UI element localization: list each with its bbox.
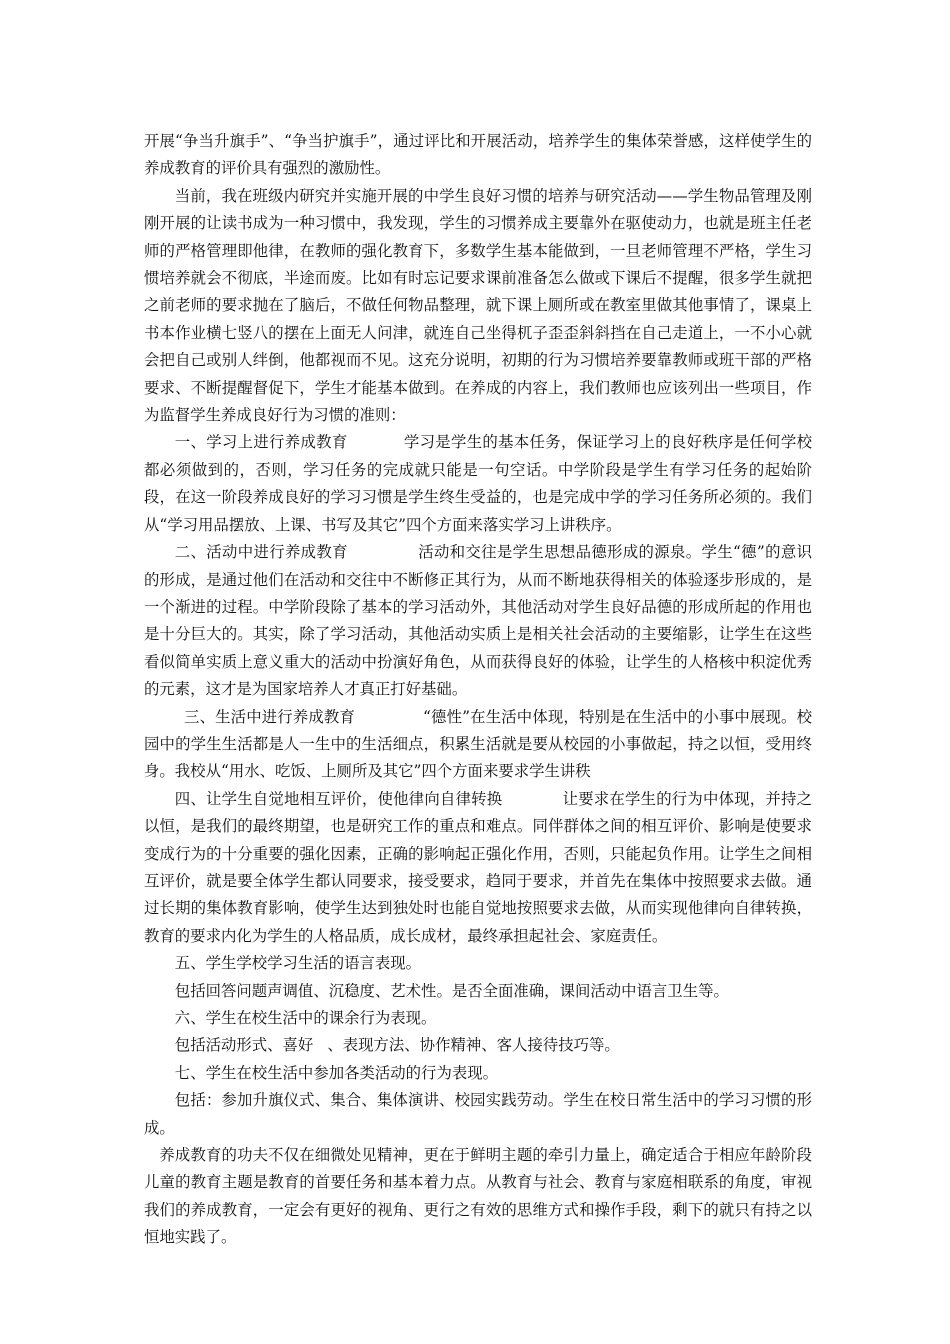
section-1-heading: 一、学习上进行养成教育	[174, 433, 348, 452]
section-1-body: 学习是学生的基本任务，保证学习上的良好秩序是任何学校都必须做到的，否则，学习任务的完成就只能是一句空话。中学阶段是学生有学习任务的起始阶段，在这一阶段养成良好的学习习惯是学生终生受益的，也是完成中学的学习任务所必须的。我们从“学习用品摆放、上课、书写及其它”四个方面来落实学习上讲秩序。	[144, 433, 812, 534]
section-3-body: “德性”在生活中体现，特别是在生活中的小事中展现。校园中的学生生活都是人一生中的生活细点，积累生活就是要从校园的小事做起，持之以恒，受用终身。我校从“用水、吃饭、上厕所及其它”四个方面来要求学生讲秩	[144, 707, 812, 781]
section-2	[144, 539, 812, 703]
section-6-body-part-a: 包括活动形式、喜好	[174, 1036, 314, 1055]
section-3-heading: 三、生活中进行养成教育	[184, 707, 356, 726]
section-3	[144, 704, 812, 786]
section-7-body: 包括：参加升旗仪式、集合、集体演讲、校园实践劳动。学生在校日常生活中的学习习惯的形成。	[144, 1091, 812, 1137]
document-body	[144, 128, 812, 1252]
section-4	[144, 786, 812, 950]
section-6-body	[144, 1032, 812, 1059]
section-7-heading: 七、学生在校生活中参加各类活动的行为表现。	[174, 1063, 499, 1082]
section-5-heading: 五、学生学校学习生活的语言表现。	[174, 954, 422, 973]
section-4-body: 让要求在学生的行为中体现，并持之以恒，是我们的最终期望，也是研究工作的重点和难点。同伴群体之间的相互评价、影响是使要求变成行为的十分重要的强化因素，正确的影响起正强化作用，否则，只能起负作用。让学生之间相互评价，就是要全体学生都认同要求，接受要求，趋同于要求，并首先在集体中按照要求去做。通过长期的集体教育影响，使学生达到独处时也能自觉地按照要求去做，从而实现他律向自律转换，教育的要求内化为学生的人格品质，成长成材，最终承担起社会、家庭责任。	[144, 789, 812, 945]
paragraph-intro: 开展“争当升旗手”、“争当护旗手”，通过评比和开展活动，培养学生的集体荣誉感，这样使学生的养成教育的评价具有强烈的激励性。	[144, 132, 812, 178]
section-2-heading: 二、活动中进行养成教育	[174, 543, 348, 562]
section-6-body-part-b: 、表现方法、协作精神、客人接待技巧等。	[327, 1036, 620, 1055]
section-5-body: 包括回答问题声调值、沉稳度、艺术性。是否全面准确，课间活动中语言卫生等。	[174, 981, 729, 1000]
section-2-body: 活动和交往是学生思想品德形成的源泉。学生“德”的意识的形成，是通过他们在活动和交往中不断修正其行为，从而不断地获得相关的体验逐步形成的，是一个渐进的过程。中学阶段除了基本的学习活动外，其他活动对学生良好品德的形成所起的作用也是十分巨大的。其实，除了学习活动，其他活动实质上是相关社会活动的主要缩影，让学生在这些看似简单实质上意义重大的活动中扮演好角色，从而获得良好的体验，让学生的人格核中积淀优秀的元素，这才是为国家培养人才真正打好基础。	[144, 543, 812, 699]
section-6-heading: 六、学生在校生活中的课余行为表现。	[174, 1009, 437, 1027]
section-4-heading: 四、让学生自觉地相互评价，使他律向自律转换	[174, 789, 503, 808]
paragraph-current-practice: 当前，我在班级内研究并实施开展的中学生良好习惯的培养与研究活动——学生物品管理及刚刚开展的让读书成为一种习惯中，我发现，学生的习惯养成主要靠外在驱使动力，也就是班主任老师的严格管理即他律，在教师的强化教育下，多数学生基本能做到，一旦老师管理不严格，学生习惯培养就会不彻底，半途而废。比如有时忘记要求课前准备怎么做或下课后不提醒，很多学生就把之前老师的要求抛在了脑后，不做任何物品整理，就下课上厕所或在教室里做其他事情了，课桌上书本作业横七竖八的摆在上面无人问津，就连自己坐得杌子歪歪斜斜挡在自己走道上，一不小心就会把自己或别人绊倒，他都视而不见。这充分说明，初期的行为习惯培养要靠教师或班干部的严格要求、不断提醒督促下，学生才能基本做到。在养成的内容上，我们教师也应该列出一些项目，作为监督学生养成良好行为习惯的准则：	[144, 186, 812, 425]
section-1	[144, 429, 812, 539]
paragraph-closing: 养成教育的功夫不仅在细微处见精神，更在于鲜明主题的牵引力量上，确定适合于相应年龄阶段儿童的教育主题是教育的首要任务和基本着力点。从教育与社会、教育与家庭相联系的角度，审视我们的养成教育，一定会有更好的视角、更行之有效的思维方式和操作手段，剩下的就只有持之以恒地实践了。	[144, 1146, 812, 1247]
